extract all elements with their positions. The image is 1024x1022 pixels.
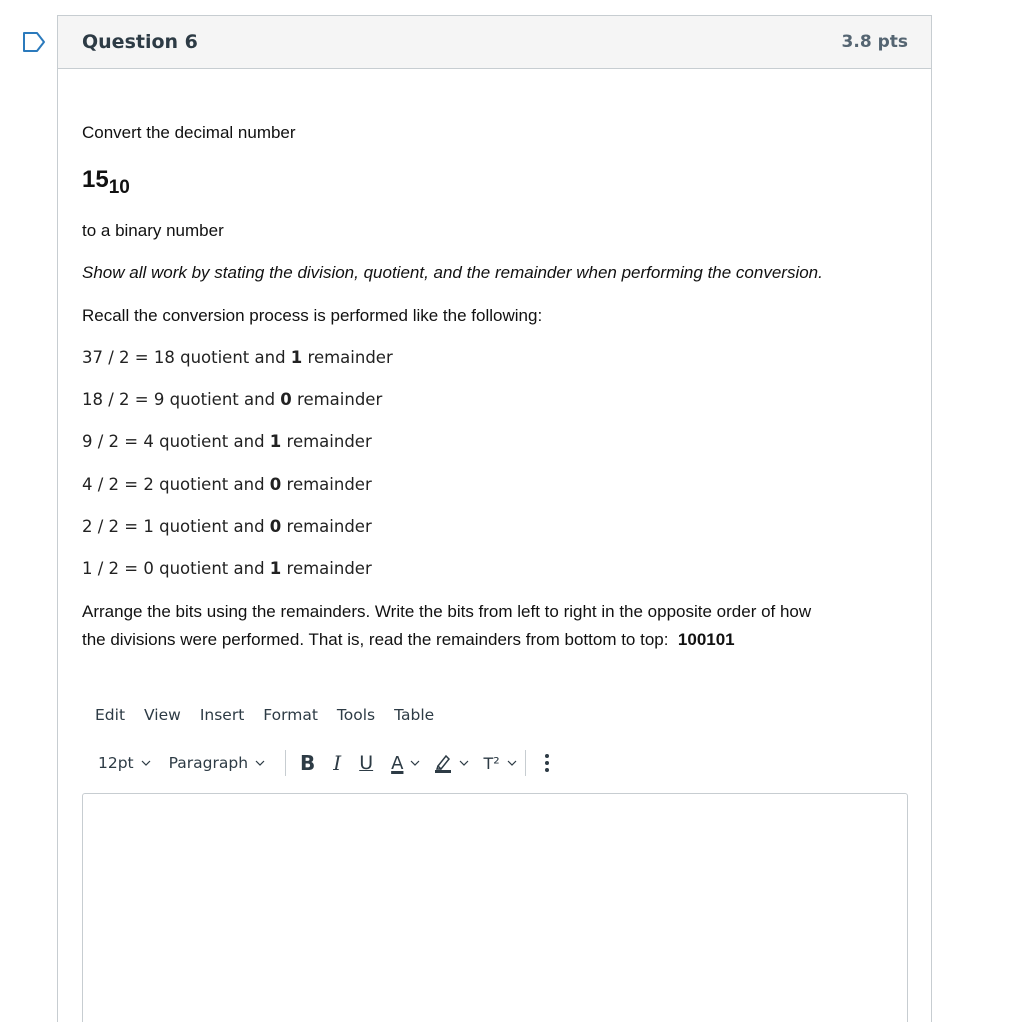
question-card: [57, 15, 932, 1022]
step-expression: 37 / 2 = 18 quotient and: [82, 348, 291, 367]
step-expression: 4 / 2 = 2 quotient and: [82, 475, 270, 494]
conversion-step: [82, 344, 393, 372]
underline-button[interactable]: [359, 748, 373, 778]
decimal-number: [82, 166, 130, 202]
superscript-button[interactable]: [483, 748, 516, 778]
conversion-step: [82, 513, 372, 541]
highlighter-icon: [434, 753, 452, 773]
step-tail: remainder: [281, 517, 372, 536]
prompt-target: to a binary number: [82, 221, 224, 240]
menu-view[interactable]: View: [144, 706, 181, 724]
flag-question-icon[interactable]: [22, 31, 46, 53]
arrange-text: the divisions were performed. That is, read the remainders from bottom to top:: [82, 630, 678, 649]
step-tail: remainder: [281, 432, 372, 451]
step-expression: 9 / 2 = 4 quotient and: [82, 432, 270, 451]
step-tail: remainder: [302, 348, 393, 367]
more-vertical-icon: [544, 753, 550, 773]
text-color-icon: A: [391, 752, 404, 774]
toolbar-divider: [285, 750, 286, 776]
step-remainder-bit: 0: [269, 475, 282, 494]
superscript-icon: T²: [483, 753, 500, 773]
menu-tools[interactable]: Tools: [336, 706, 376, 724]
step-expression: 18 / 2 = 9 quotient and: [82, 390, 281, 409]
decimal-number-base: 10: [108, 177, 130, 198]
conversion-step: [82, 555, 372, 583]
step-expression: 2 / 2 = 1 quotient and: [82, 517, 270, 536]
menu-edit[interactable]: Edit: [95, 706, 126, 724]
binary-result: 100101: [677, 630, 735, 649]
step-remainder-bit: 1: [269, 432, 282, 451]
bold-button[interactable]: [300, 748, 315, 778]
step-tail: remainder: [281, 475, 372, 494]
conversion-step: [82, 428, 372, 456]
step-remainder-bit: 0: [269, 517, 282, 536]
question-header: [58, 16, 931, 69]
chevron-down-icon: [507, 760, 517, 766]
step-expression: 1 / 2 = 0 quotient and: [82, 559, 270, 578]
step-remainder-bit: 0: [280, 390, 292, 409]
decimal-number-value: 15: [82, 166, 109, 193]
step-remainder-bit: 1: [269, 559, 282, 578]
prompt-instruction: Show all work by stating the division, quotient, and the remainder when performing the conversion.: [82, 263, 823, 282]
more-options-button[interactable]: [544, 748, 550, 778]
block-format-value: Paragraph: [168, 754, 249, 772]
question-title: Question 6: [82, 31, 198, 53]
underline-icon: U: [359, 752, 374, 774]
chevron-down-icon: [141, 760, 151, 766]
prompt-arrange-line1: Arrange the bits using the remainders. Write the bits from left to right in the opposite order of how: [82, 602, 812, 621]
menu-table[interactable]: Table: [394, 706, 435, 724]
conversion-step: [82, 386, 382, 414]
toolbar-divider: [525, 750, 526, 776]
bold-icon: B: [300, 751, 316, 775]
italic-button[interactable]: [333, 748, 341, 778]
chevron-down-icon: [410, 760, 420, 766]
question-points: 3.8 pts: [841, 32, 908, 52]
step-remainder-bit: 1: [290, 348, 303, 367]
highlight-color-button[interactable]: [434, 748, 469, 778]
editor-menubar: [95, 706, 453, 724]
answer-editor[interactable]: [82, 793, 908, 1022]
prompt-recall: Recall the conversion process is performed like the following:: [82, 306, 543, 325]
block-format-select[interactable]: [169, 754, 265, 772]
font-size-select[interactable]: [98, 754, 151, 772]
conversion-step: [82, 471, 372, 499]
step-tail: remainder: [291, 390, 383, 409]
step-tail: remainder: [281, 559, 372, 578]
italic-icon: I: [333, 751, 342, 775]
prompt-intro: Convert the decimal number: [82, 123, 296, 142]
menu-insert[interactable]: Insert: [199, 706, 245, 724]
menu-format[interactable]: Format: [263, 706, 318, 724]
text-color-button[interactable]: [391, 748, 420, 778]
chevron-down-icon: [459, 760, 469, 766]
editor-toolbar: [98, 746, 568, 780]
prompt-arrange-line2: [82, 626, 735, 654]
chevron-down-icon: [255, 760, 265, 766]
font-size-value: 12pt: [98, 754, 134, 772]
